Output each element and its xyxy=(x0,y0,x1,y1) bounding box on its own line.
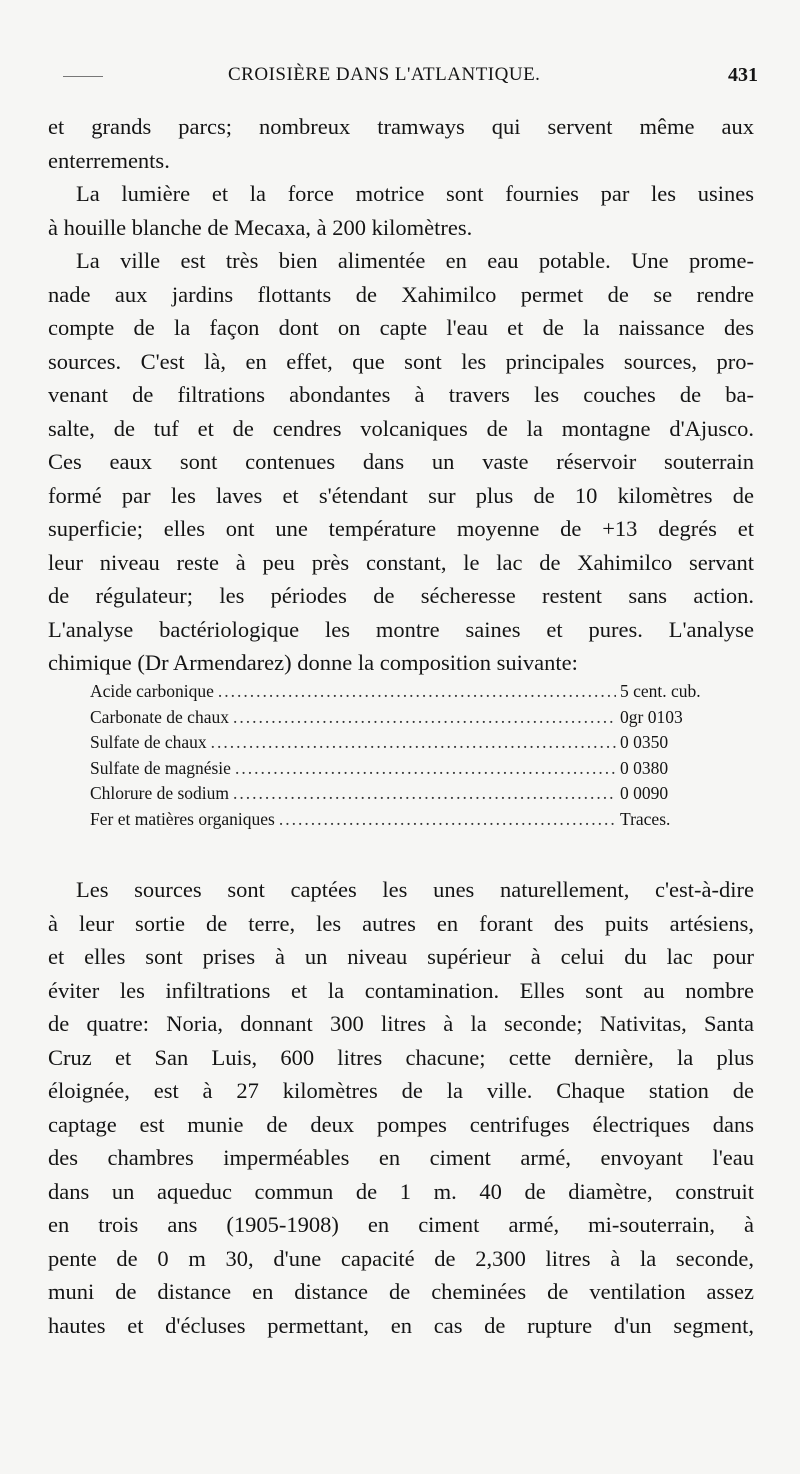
text-line: chimique (Dr Armendarez) donne la composition suivante: xyxy=(48,650,578,675)
page-header xyxy=(48,62,758,92)
text-line: La lumière et la force motrice sont fournies par les usines xyxy=(76,181,754,206)
text-line: enterrements. xyxy=(48,147,170,173)
composition-name: Sulfate de chaux xyxy=(90,732,207,752)
text-line: et grands parcs; nombreux tramways qui servent même aux xyxy=(48,114,754,139)
header-rule xyxy=(63,76,103,77)
text-line: à leur sortie de terre, les autres en forant des puits artésiens, xyxy=(48,910,754,936)
text-block-lower xyxy=(48,873,754,1342)
text-line: à houille blanche de Mecaxa, à 200 kilomètres. xyxy=(48,214,473,240)
composition-table xyxy=(90,679,730,832)
composition-name: Carbonate de chaux xyxy=(90,706,229,727)
composition-value: Traces. xyxy=(620,808,671,829)
composition-row xyxy=(90,679,730,705)
composition-row xyxy=(90,807,730,833)
dot-leader xyxy=(233,781,616,807)
composition-row xyxy=(90,756,730,782)
composition-name: Chlorure de sodium xyxy=(90,783,230,803)
text-line: éloignée, est à 27 kilomètres de la ville. Chaque station de xyxy=(48,1078,754,1103)
composition-name: Fer et matières organiques xyxy=(90,808,275,829)
composition-name: Acide carbonique xyxy=(90,681,214,701)
text-line: Les sources sont captées les unes naturellement, c'est-à-dire xyxy=(76,877,754,902)
dot-leader xyxy=(233,705,616,731)
composition-row xyxy=(90,705,730,731)
text-block-upper xyxy=(48,110,754,680)
text-line: Ces eaux sont contenues dans un vaste réservoir souterrain xyxy=(48,449,754,474)
text-line: captage est munie de deux pompes centrifuges électriques dans xyxy=(48,1111,754,1137)
dot-leader xyxy=(235,756,616,782)
text-line: formé par les laves et s'étendant sur plus de 10 kilomètres de xyxy=(48,482,754,508)
text-line: des chambres imperméables en ciment armé, envoyant l'eau xyxy=(48,1145,754,1170)
text-line: et elles sont prises à un niveau supérieur à celui du lac pour xyxy=(48,944,754,969)
text-line: leur niveau reste à peu près constant, le lac de Xahimilco servant xyxy=(48,549,754,575)
page-number: 431 xyxy=(728,64,758,86)
composition-row xyxy=(90,730,730,756)
text-line: dans un aqueduc commun de 1 m. 40 de diamètre, construit xyxy=(48,1178,754,1204)
text-line: compte de la façon dont on capte l'eau et de la naissance des xyxy=(48,315,754,340)
text-line: hautes et d'écluses permettant, en cas de rupture d'un segment, xyxy=(48,1312,754,1338)
text-line: La ville est très bien alimentée en eau potable. Une prome- xyxy=(76,248,754,273)
running-title: CROISIÈRE DANS L'ATLANTIQUE. xyxy=(228,64,541,85)
text-line: en trois ans (1905-1908) en ciment armé, mi-souterrain, à xyxy=(48,1212,754,1237)
text-line: muni de distance en distance de cheminées de ventilation assez xyxy=(48,1279,754,1304)
text-line: pente de 0 m 30, d'une capacité de 2,300 litres à la seconde, xyxy=(48,1245,754,1271)
text-line: L'analyse bactériologique les montre saines et pures. L'analyse xyxy=(48,616,754,642)
text-line: sources. C'est là, en effet, que sont les principales sources, pro- xyxy=(48,348,754,374)
text-line: éviter les infiltrations et la contamination. Elles sont au nombre xyxy=(48,977,754,1003)
composition-row xyxy=(90,781,730,807)
composition-value: 0 0090 xyxy=(620,783,669,803)
composition-value: 0 0350 xyxy=(620,732,669,752)
text-line: Cruz et San Luis, 600 litres chacune; cette dernière, la plus xyxy=(48,1044,754,1070)
dot-leader xyxy=(218,679,616,705)
dot-leader xyxy=(211,730,616,756)
text-line: nade aux jardins flottants de Xahimilco permet de se rendre xyxy=(48,281,754,307)
text-line: superficie; elles ont une température moyenne de +13 degrés et xyxy=(48,516,754,541)
composition-value: 0gr 0103 xyxy=(620,706,683,727)
text-line: de régulateur; les périodes de sécheresse restent sans action. xyxy=(48,583,754,608)
composition-value: 5 cent. cub. xyxy=(620,681,701,701)
composition-name: Sulfate de magnésie xyxy=(90,757,231,778)
composition-value: 0 0380 xyxy=(620,757,669,778)
text-line: salte, de tuf et de cendres volcaniques de la montagne d'Ajusco. xyxy=(48,415,754,441)
text-line: venant de filtrations abondantes à travers les couches de ba- xyxy=(48,382,754,407)
dot-leader xyxy=(279,807,616,833)
text-line: de quatre: Noria, donnant 300 litres à la seconde; Nativitas, Santa xyxy=(48,1011,754,1036)
